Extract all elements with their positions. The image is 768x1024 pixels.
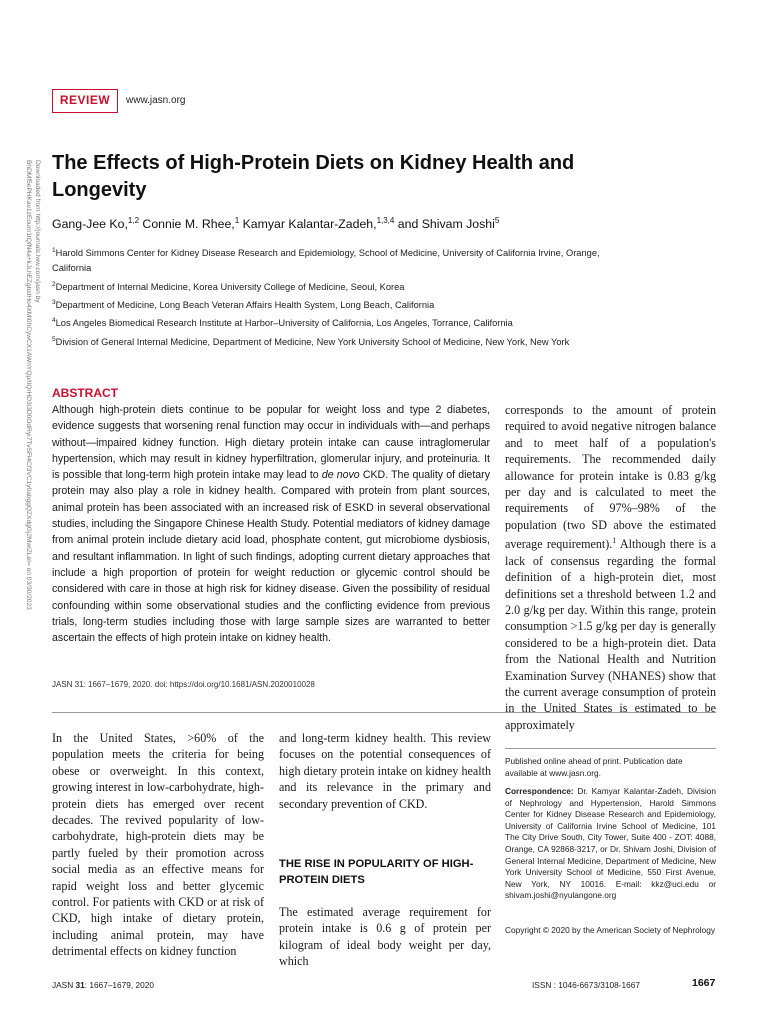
- affiliation: $^1$Harold Simmons Center for Kidney Disease Research and Epidemiology, School of Medicine, University of California Irvine, Orange, California: [52, 247, 600, 274]
- affiliation: $^4$Los Angeles Biomedical Research Institute at Harbor–University of California, Los Angeles, Torrance, California: [52, 317, 513, 329]
- footer-journal-info: JASN 31: 1667–1679, 2020: [52, 980, 154, 990]
- body-paragraph-right: corresponds to the amount of protein required to avoid negative nitrogen balance and to meet half of a population's requirements. The recommended daily allowance for protein intake is 0.83 g/kg per day and is calculated to meet the requirements of 97%–98% of the population (two SD above the estimated average requirement).$^1$ Although there is a lack of consensus regarding the formal definition of a high-protein diet, most definitions set a threshold between 1.2 and 2.0 g/kg per day. Within this range, protein consumption >1.5 g/kg per day is generally considered to be a high-protein diet. Data from the National Health and Nutrition Examination Survey (NHANES) show that the current average consumption of protein in the United States is estimated to be approximately: [505, 403, 717, 732]
- affiliation: $^5$Division of General Internal Medicine, Department of Medicine, New York University School of Medicine, New York, New York: [52, 335, 570, 347]
- body-paragraph: The estimated average requirement for protein intake is 0.6 g of protein per kilogram of ideal body weight per day, which: [279, 905, 491, 969]
- body-paragraph: In the United States, >60% of the population meets the criteria for being obese or overweight. In this context, growing interest in low-carbohydrate, high-protein diets has emerged over recent decades. The revived popularity of low-carbohydrate, high-protein diets may be partly fueled by their promotion across social media as an effective means for rapid weight loss and better glycemic control. For patients with CKD or at risk of CKD, high intake of dietary protein, including animal protein, may have detrimental effects on kidney function: [52, 731, 264, 959]
- download-watermark: Downloaded from http://journals.lww.com/jasn by BhDMf5ePHKav1zEoum1tQfN4a+kJLhEZgbsIHo4XMi0hCywCX1AWnYQp/IlQrHD3i3D0OdRyi7TvSFl4Cf3VC1y0abggQZXdgGj2MwlZLeI= on 03/30/2023: [25, 160, 41, 610]
- author-name[interactable]: Connie M. Rhee,: [139, 217, 235, 232]
- footer-issn: ISSN : 1046-6673/3108-1667: [532, 980, 640, 990]
- article-title: The Effects of High-Protein Diets on Kidney Health and Longevity: [52, 152, 575, 201]
- copyright-notice: Copyright © 2020 by the American Society of Nephrology: [505, 925, 715, 935]
- section-heading: THE RISE IN POPULARITY OF HIGH-PROTEIN DIETS: [279, 858, 474, 886]
- body-paragraph: and long-term kidney health. This review focuses on the potential consequences of high dietary protein intake on kidney health and its relevance in the primary and secondary prevention of CKD.: [279, 731, 491, 811]
- affiliations: [52, 243, 612, 350]
- journal-url[interactable]: www.jasn.org: [126, 95, 186, 106]
- page-number: 1667: [692, 977, 716, 989]
- author-affil-sup: 1: [234, 216, 240, 225]
- author-affil-sup: 5: [494, 216, 500, 225]
- divider: [505, 748, 716, 749]
- abstract-heading: ABSTRACT: [52, 386, 118, 400]
- author-name[interactable]: and Shivam Joshi: [394, 217, 495, 232]
- author-affil-sup: 1,3,4: [376, 216, 395, 225]
- abstract-text: Although high-protein diets continue to be popular for weight loss and type 2 diabetes, evidence suggests that worsening renal function may occur in individuals with—and perhaps without—impaired kidney function. High dietary protein intake can cause intraglomerular hypertension, which may result in kidney hyperfiltration, glomerular injury, and proteinuria. It is possible that long-term high protein intake may lead to de novo CKD. The quality of dietary protein may also play a role in kidney health. Compared with protein from plant sources, animal protein has been associated with an increased risk of ESKD in several observational studies, including the Singapore Chinese Health Study. Potential mediators of kidney damage from animal protein include dietary acid load, phosphate content, gut microbiome dysbiosis, and resultant inflammation. In light of such findings, adopting current dietary approaches that include a high proportion of protein for weight reduction or glycemic control should be considered with care in those at high risk for kidney disease. Given the possibility of residual confounding within some observational studies and the conflicting evidence from previous trials, long-term studies including those with large sample sizes are warranted to better ascertain the effects of high protein intake on kidney health.: [52, 404, 490, 645]
- reference-sup[interactable]: 1: [612, 536, 617, 546]
- correspondence: Correspondence: Dr. Kamyar Kalantar-Zadeh, Division of Nephrology and Hypertension, Harold Simmons Center for Kidney Disease Research and Epidemiology, University of California Irvine School of Medicine, 101 The City Drive South, City Tower, Suite 400 - ZOT: 4088, Orange, CA 92868-3217, or Dr. Shivam Joshi, Division of General Internal Medicine, Department of Medicine, New York University School of Medicine, 550 First Avenue, New York, NY 10016. E-mail: kkz@uci.edu or shivam.joshi@nyulangone.org: [505, 786, 716, 901]
- review-badge: REVIEW: [52, 89, 118, 113]
- author-affil-sup: 1,2: [127, 216, 140, 225]
- author-name[interactable]: Gang-Jee Ko,: [52, 217, 128, 232]
- doi-citation[interactable]: JASN 31: 1667–1679, 2020. doi: https://doi.org/10.1681/ASN.2020010028: [52, 680, 315, 689]
- affiliation: $^2$Department of Internal Medicine, Korea University College of Medicine, Seoul, Korea: [52, 280, 405, 292]
- author-name[interactable]: Kamyar Kalantar-Zadeh,: [239, 217, 377, 232]
- author-list: [52, 216, 692, 231]
- publication-note: Published online ahead of print. Publication date available at www.jasn.org.: [505, 756, 683, 778]
- affiliation: $^3$Department of Medicine, Long Beach Veteran Affairs Health System, Long Beach, California: [52, 299, 435, 311]
